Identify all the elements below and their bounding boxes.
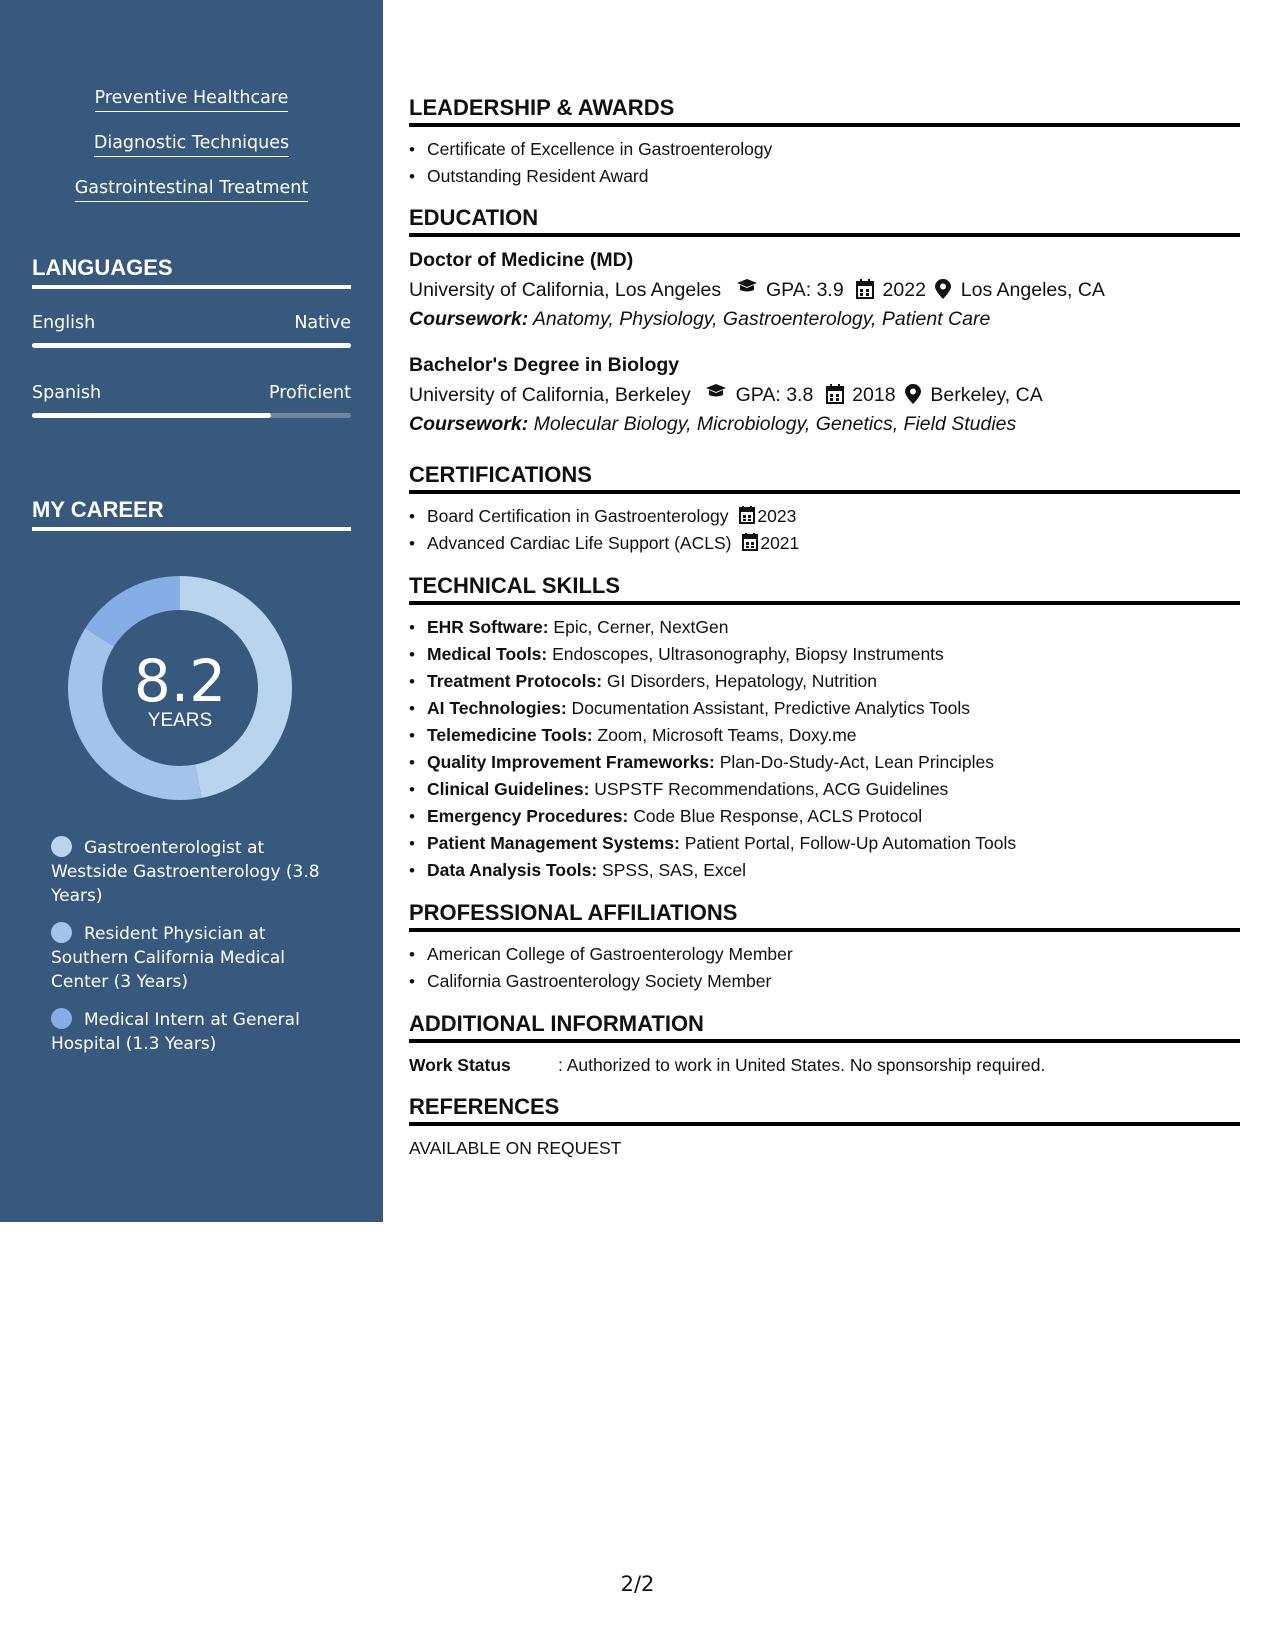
school-name: University of California, Berkeley [409, 384, 691, 406]
skill-label: AI Technologies: [427, 698, 567, 718]
coursework-text: Anatomy, Physiology, Gastroenterology, Patient Care [528, 308, 991, 330]
career-total-unit: YEARS [147, 710, 213, 731]
certifications-heading: CERTIFICATIONS [409, 462, 1240, 494]
skill-label: Patient Management Systems: [427, 833, 680, 853]
skill-label[interactable]: Preventive Healthcare [95, 88, 289, 112]
work-status [409, 1055, 1045, 1076]
coursework [409, 413, 1016, 436]
graduation-year: 2022 [882, 279, 926, 301]
calendar-icon [849, 279, 877, 299]
language-bar [32, 413, 351, 418]
skill-value: Patient Portal, Follow-Up Automation Tools [679, 833, 1017, 853]
award-item: • Certificate of Excellence in Gastroenterology [409, 139, 772, 160]
additional-info-heading: ADDITIONAL INFORMATION [409, 1011, 1240, 1043]
skill-item [409, 644, 944, 665]
language-row [32, 313, 351, 333]
languages-heading: LANGUAGES [32, 255, 351, 289]
education-heading: EDUCATION [409, 205, 1240, 237]
language-bar-fill [32, 413, 271, 418]
career-item [51, 1008, 331, 1056]
skill-item [409, 617, 729, 638]
award-item: • Outstanding Resident Award [409, 166, 648, 187]
skill-value: Code Blue Response, ACLS Protocol [628, 806, 923, 826]
map-pin-icon [931, 279, 955, 299]
degree-title: Doctor of Medicine (MD) [409, 249, 634, 271]
calendar-icon [736, 533, 760, 551]
language-name: Spanish [32, 383, 102, 403]
career-total-years: 8.2 [133, 647, 227, 715]
skill-label: Quality Improvement Frameworks: [427, 752, 715, 772]
skill-label[interactable]: Gastrointestinal Treatment [75, 178, 309, 202]
skill-item [409, 779, 948, 800]
career-dot-icon [51, 836, 72, 857]
skill-label: EHR Software: [427, 617, 549, 637]
skill-value: SPSS, SAS, Excel [597, 860, 746, 880]
language-bar-fill [32, 343, 351, 348]
skill-item [409, 698, 970, 719]
skill-item [409, 860, 746, 881]
skill-value: Plan-Do-Study-Act, Lean Principles [714, 752, 995, 772]
career-item-text: Gastroenterologist at Westside Gastroenterology (3.8 Years) [51, 838, 320, 906]
career-dot-icon [51, 922, 72, 943]
certification-item [409, 533, 799, 554]
school-name: University of California, Los Angeles [409, 279, 722, 301]
coursework-text: Molecular Biology, Microbiology, Genetics, Field Studies [528, 413, 1017, 435]
skill-label: Clinical Guidelines: [427, 779, 590, 799]
skill-link-preventive[interactable] [0, 88, 383, 108]
skill-label: Data Analysis Tools: [427, 860, 598, 880]
graduation-cap-icon [727, 279, 761, 299]
career-item [51, 836, 331, 908]
technical-skills-heading: TECHNICAL SKILLS [409, 573, 1240, 605]
sidebar [0, 0, 383, 1222]
coursework [409, 308, 990, 331]
language-level: Proficient [269, 383, 351, 403]
location: Berkeley, CA [930, 384, 1043, 406]
certification-year: 2023 [757, 506, 797, 526]
language-name: English [32, 313, 96, 333]
language-level: Native [294, 313, 351, 333]
career-heading: MY CAREER [32, 497, 351, 531]
skill-label: Telemedicine Tools: [427, 725, 593, 745]
certification-item [409, 506, 796, 527]
skill-value: Documentation Assistant, Predictive Analytics Tools [566, 698, 971, 718]
affiliation-item: • California Gastroenterology Society Member [409, 971, 771, 992]
skill-value: Endoscopes, Ultrasonography, Biopsy Instruments [547, 644, 944, 664]
map-pin-icon [901, 384, 925, 404]
skill-value: Epic, Cerner, NextGen [548, 617, 729, 637]
language-row [32, 383, 351, 403]
certification-name: Advanced Cardiac Life Support (ACLS) [427, 533, 732, 553]
page-number: 2/2 [620, 1572, 655, 1596]
work-status-value: : Authorized to work in United States. No sponsorship required. [558, 1055, 1046, 1075]
skill-value: Zoom, Microsoft Teams, Doxy.me [592, 725, 857, 745]
gpa: GPA: 3.9 [766, 279, 844, 301]
references-heading: REFERENCES [409, 1094, 1240, 1126]
skill-item [409, 752, 994, 773]
skill-item [409, 833, 1016, 854]
career-item-text: Resident Physician at Southern California Medical Center (3 Years) [51, 924, 285, 992]
skill-item [409, 806, 922, 827]
skill-item [409, 725, 857, 746]
graduation-cap-icon [696, 384, 730, 404]
certification-name: Board Certification in Gastroenterology [427, 506, 729, 526]
career-dot-icon [51, 1008, 72, 1029]
language-bar [32, 343, 351, 348]
location: Los Angeles, CA [960, 279, 1105, 301]
gpa: GPA: 3.8 [735, 384, 814, 406]
career-item [51, 922, 331, 994]
calendar-icon [819, 384, 847, 404]
skill-value: USPSTF Recommendations, ACG Guidelines [589, 779, 949, 799]
skill-label: Medical Tools: [427, 644, 548, 664]
leadership-heading: LEADERSHIP & AWARDS [409, 95, 1240, 127]
education-details [409, 384, 1043, 407]
skill-item [409, 671, 877, 692]
education-details [409, 279, 1105, 302]
affiliation-item: • American College of Gastroenterology Member [409, 944, 793, 965]
skill-label: Treatment Protocols: [427, 671, 603, 691]
donut-slice [85, 576, 180, 646]
work-status-label: Work Status [409, 1055, 511, 1075]
skill-link-gastrointestinal[interactable] [0, 178, 383, 198]
affiliations-heading: PROFESSIONAL AFFILIATIONS [409, 900, 1240, 932]
skill-label: Emergency Procedures: [427, 806, 629, 826]
skill-label[interactable]: Diagnostic Techniques [94, 133, 289, 157]
skill-value: GI Disorders, Hepatology, Nutrition [602, 671, 877, 691]
career-item-text: Medical Intern at General Hospital (1.3 Years) [51, 1010, 300, 1054]
skill-link-diagnostic[interactable] [0, 133, 383, 153]
coursework-label: Coursework: [409, 308, 529, 330]
calendar-icon [733, 506, 757, 524]
degree-title: Bachelor's Degree in Biology [409, 354, 680, 376]
certification-year: 2021 [760, 533, 800, 553]
coursework-label: Coursework: [409, 413, 529, 435]
references-text: AVAILABLE ON REQUEST [409, 1138, 622, 1158]
graduation-year: 2018 [852, 384, 896, 406]
